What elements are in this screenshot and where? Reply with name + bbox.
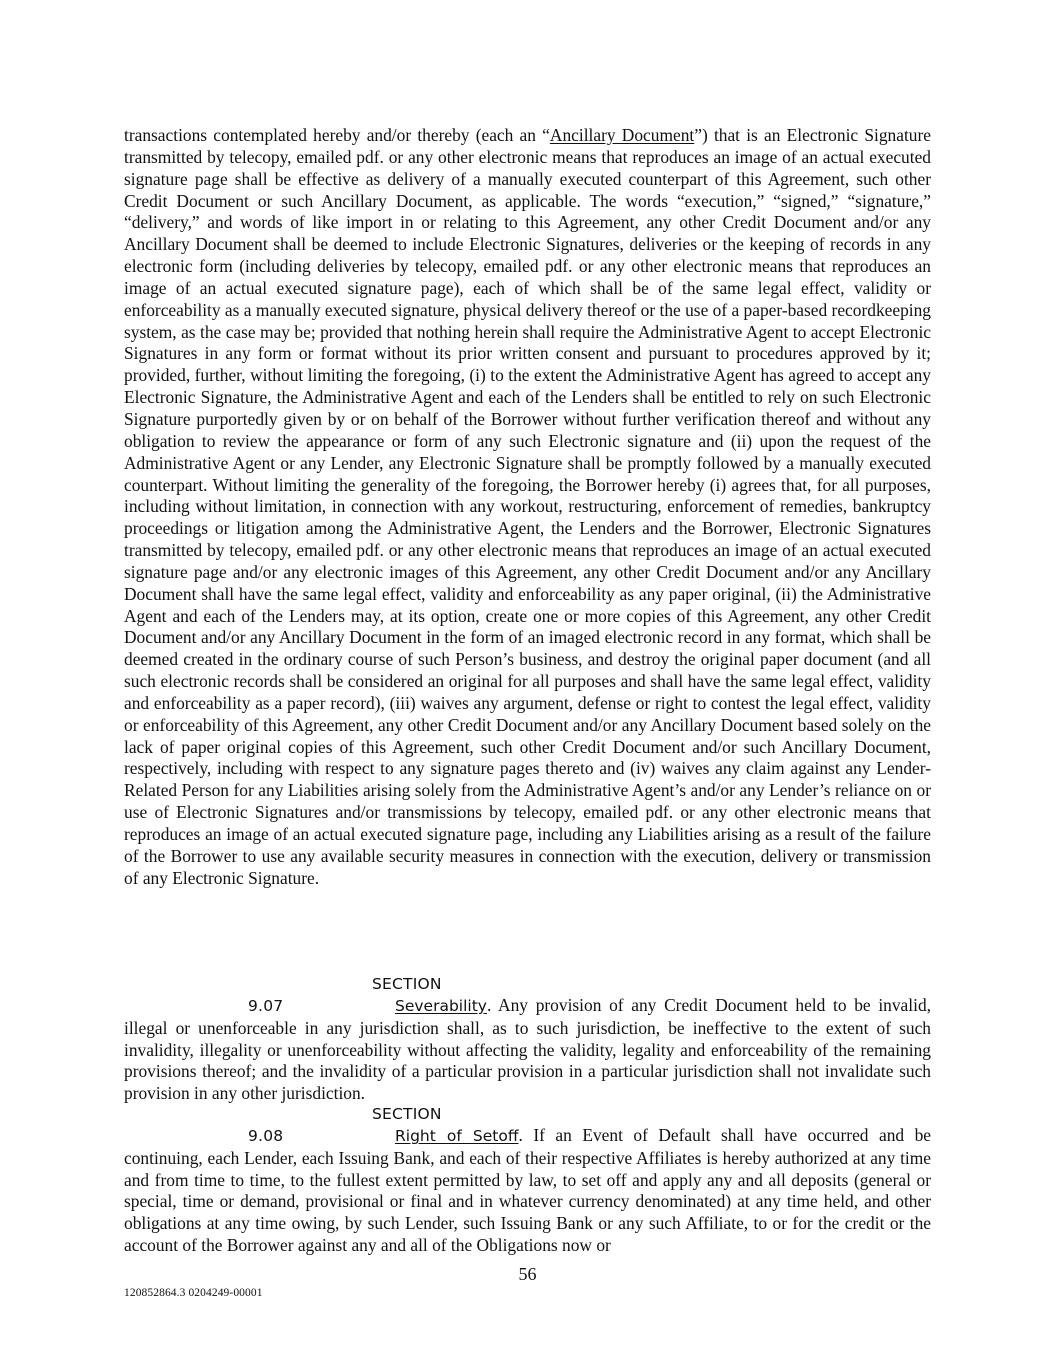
section-title: Severability (395, 996, 487, 1015)
document-id-footer: 120852864.3 0204249-00001 (124, 1287, 263, 1299)
section-body: . If an Event of Default shall have occurred and be continuing, each Lender, each Issuing Bank, and each of their respective Affiliates is hereby authorized at any time and from time to time, to the fullest extent permitted by law, to set off and apply any and all deposits (general or special, time or demand, provisional or final and in whatever currency denominated) at any time held, and other obligations at any time owing, by such Lender, such Issuing Bank or any such Affiliate, to or for the credit or the account of the Borrower against any and all of the Obligations now or (124, 1124, 931, 1256)
section-number: SECTION 9.08 (248, 1105, 442, 1145)
page-number: 56 (518, 1264, 537, 1284)
section-body: . Any provision of any Credit Document held to be invalid, illegal or unenforceable in any jurisdiction shall, as to such jurisdiction, be ineffective to the extent of such invalidity, illegality or unenforceability without affecting the validity, legality and enforceability of the remaining provisions thereof; and the invalidity of a particular provision in a particular jurisdiction shall not invalidate such provision in any other jurisdiction. (124, 994, 931, 1104)
section-number: SECTION 9.07 (248, 975, 442, 1015)
section-title: Right of Setoff (395, 1126, 519, 1145)
paragraph-electronic-signatures (124, 125, 931, 890)
defined-term-ancillary-document: Ancillary Document (549, 125, 695, 145)
section-9-08-paragraph (124, 1104, 931, 1257)
paragraph-text-before: transactions contemplated hereby and/or thereby (each an “ (124, 125, 550, 145)
paragraph-text-after: ”) that is an Electronic Signature transmitted by telecopy, emailed pdf. or any other electronic means that reproduces an image of an actual executed signature page shall be effective as delivery of a manually executed counterpart of this Agreement, such other Credit Document or such Ancillary Document, as applicable. The words “execution,” “signed,” “signature,” “delivery,” and words of like import in or relating to this Agreement, any other Credit Document and/or any Ancillary Document shall be deemed to include Electronic Signatures, deliveries or the keeping of records in any electronic form (including deliveries by telecopy, emailed pdf. or any other electronic means that reproduces an image of an actual executed signature page), each of which shall be of the same legal effect, validity or enforceability as a manually executed signature, physical delivery thereof or the use of a paper-based recordkeeping system, as the case may be; provided that nothing herein shall require the Administrative Agent to accept Electronic Signatures in any form or format without its prior written consent and pursuant to procedures approved by it; provided, further, without limiting the foregoing, (i) to the extent the Administrative Agent has agreed to accept any Electronic Signature, the Administrative Agent and each of the Lenders shall be entitled to rely on such Electronic Signature purportedly given by or on behalf of the Borrower without further verification thereof and without any obligation to review the appearance or form of any such Electronic signature and (ii) upon the request of the Administrative Agent or any Lender, any Electronic Signature shall be promptly followed by a manually executed counterpart. Without limiting the generality of the foregoing, the Borrower hereby (i) agrees that, for all purposes, including without limitation, in connection with any workout, restructuring, enforcement of remedies, bankruptcy proceedings or litigation among the Administrative Agent, the Lenders and the Borrower, Electronic Signatures transmitted by telecopy, emailed pdf. or any other electronic means that reproduces an image of an actual executed signature page and/or any electronic images of this Agreement, any other Credit Document and/or any Ancillary Document shall have the same legal effect, validity and enforceability as any paper original, (ii) the Administrative Agent and each of the Lenders may, at its option, create one or more copies of this Agreement, any other Credit Document and/or any Ancillary Document in the form of an imaged electronic record in any format, which shall be deemed created in the ordinary course of such Person’s business, and destroy the original paper document (and all such electronic records shall be considered an original for all purposes and shall have the same legal effect, validity and enforceability as a paper record), (iii) waives any argument, defense or right to contest the legal effect, validity or enforceability of this Agreement, any other Credit Document and/or any Ancillary Document based solely on the lack of paper original copies of this Agreement, such other Credit Document and/or such Ancillary Document, respectively, including with respect to any signature pages thereto and (iv) waives any claim against any Lender-Related Person for any Liabilities arising solely from the Administrative Agent’s and/or any Lender’s reliance on or use of Electronic Signatures and/or transmissions by telecopy, emailed pdf. or any other electronic means that reproduces an image of an actual executed signature page, including any Liabilities arising as a result of the failure of the Borrower to use any available security measures in connection with the execution, delivery or transmission of any Electronic Signature. (124, 125, 931, 888)
section-9-07-paragraph (124, 974, 931, 1105)
